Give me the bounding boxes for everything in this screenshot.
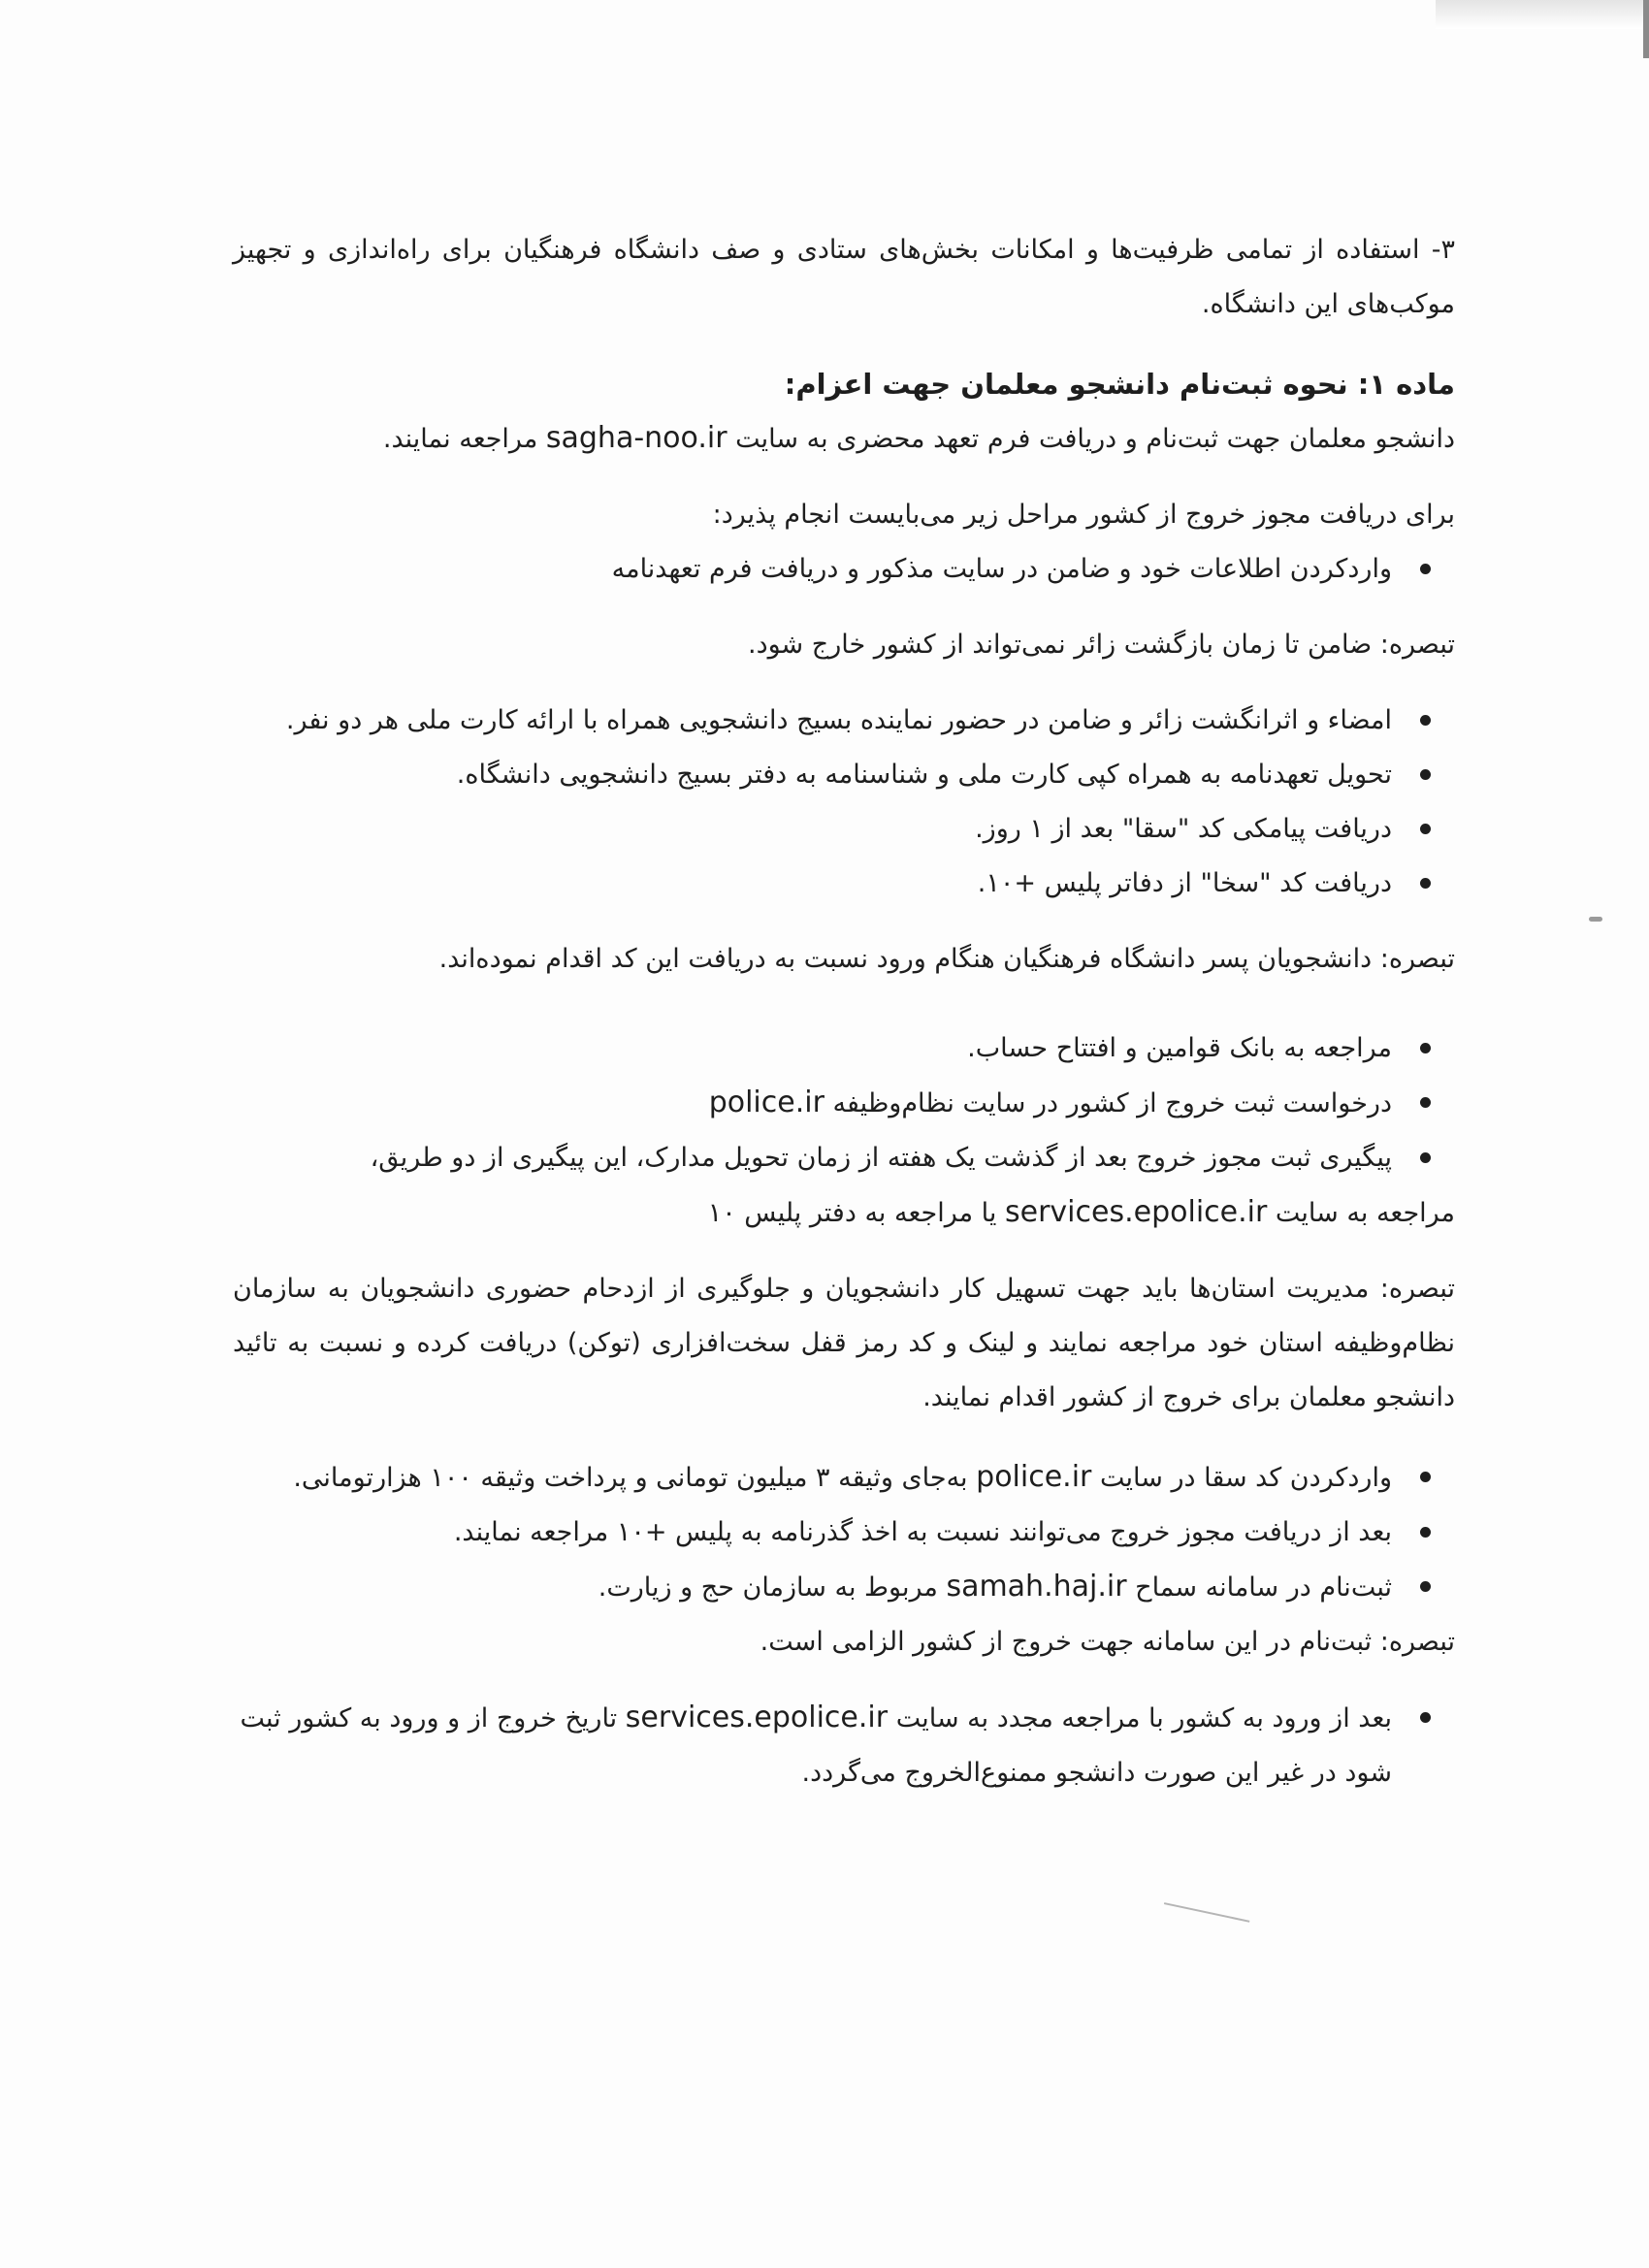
list-item bbox=[233, 748, 1431, 802]
note-samah: تبصره: ثبت‌نام در این سامانه جهت خروج از کشور الزامی است. bbox=[760, 1627, 1455, 1657]
registration-text-after: مراجعه نمایند. bbox=[382, 424, 538, 454]
police-site-link[interactable]: police.ir bbox=[976, 1460, 1092, 1494]
bullet-icon bbox=[1420, 1043, 1431, 1053]
scan-corner-shadow bbox=[1436, 0, 1649, 29]
list-item bbox=[233, 542, 1431, 597]
note-male-students: تبصره: دانشجویان پسر دانشگاه فرهنگیان هنگام ورود نسبت به دریافت این کد اقدام نموده‌اند. bbox=[438, 944, 1455, 974]
bullet-icon bbox=[1420, 1712, 1431, 1723]
list-item-text: ثبت‌نام در سامانه سماح bbox=[1135, 1572, 1392, 1603]
bullet-icon bbox=[1420, 1527, 1431, 1538]
scan-smudge bbox=[1589, 917, 1602, 922]
bullet-icon bbox=[1420, 824, 1431, 834]
list-item bbox=[233, 1131, 1431, 1185]
list-item-text: واردکردن کد سقا در سایت bbox=[1099, 1463, 1392, 1493]
bullet-icon bbox=[1420, 1152, 1431, 1163]
list-item-text: دریافت کد "سخا" از دفاتر پلیس +۱۰. bbox=[977, 868, 1392, 898]
steps-group-4 bbox=[233, 1691, 1455, 1800]
list-item bbox=[233, 802, 1431, 857]
list-item bbox=[233, 1021, 1431, 1076]
bullet-icon bbox=[1420, 769, 1431, 780]
police-site-link[interactable]: police.ir bbox=[708, 1085, 824, 1119]
registration-site-link[interactable]: sagha-noo.ir bbox=[545, 421, 728, 455]
followup-text-after: یا مراجعه به دفتر پلیس ۱۰ bbox=[707, 1198, 997, 1228]
list-item-text: مربوط به سازمان حج و زیارت. bbox=[598, 1572, 938, 1603]
pen-mark bbox=[1156, 1902, 1250, 1960]
bullet-icon bbox=[1420, 1097, 1431, 1108]
list-item-text: امضاء و اثرانگشت زائر و ضامن در حضور نماینده بسیج دانشجویی همراه با ارائه کارت ملی هر دو نفر. bbox=[285, 705, 1392, 735]
bullet-list-enter-info bbox=[233, 542, 1455, 597]
note-guarantor: تبصره: ضامن تا زمان بازگشت زائر نمی‌تواند از کشور خارج شود. bbox=[748, 630, 1455, 660]
list-item-text: مراجعه به بانک قوامین و افتتاح حساب. bbox=[967, 1033, 1392, 1063]
samah-site-link[interactable]: samah.haj.ir bbox=[946, 1570, 1127, 1604]
steps-group-1 bbox=[233, 694, 1455, 911]
followup-text-before: مراجعه به سایت bbox=[1275, 1198, 1455, 1228]
steps-group-3 bbox=[233, 1450, 1455, 1615]
list-item-text: بعد از دریافت مجوز خروج می‌توانند نسبت به اخذ گذرنامه به پلیس +۱۰ مراجعه نمایند. bbox=[453, 1517, 1392, 1547]
list-item bbox=[233, 1560, 1431, 1615]
list-item bbox=[233, 1506, 1431, 1560]
list-item bbox=[233, 857, 1431, 911]
list-item bbox=[233, 1076, 1431, 1131]
registration-instruction bbox=[233, 411, 1455, 467]
list-item-text: بعد از ورود به کشور با مراجعه مجدد به سایت bbox=[895, 1703, 1392, 1733]
scan-edge-mark bbox=[1643, 0, 1649, 58]
bullet-icon bbox=[1420, 878, 1431, 889]
list-item-text: به‌جای وثیقه ۳ میلیون تومانی و پرداخت وثیقه ۱۰۰ هزارتومانی. bbox=[293, 1463, 968, 1493]
list-item-text: تاریخ خروج از و ورود به کشور ثبت شود در غیر این صورت دانشجو ممنوع‌الخروج می‌گردد. bbox=[240, 1703, 1392, 1788]
steps-group-2 bbox=[233, 1021, 1455, 1185]
bullet-icon bbox=[1420, 1472, 1431, 1482]
bullet-icon bbox=[1420, 715, 1431, 726]
exit-permit-intro: برای دریافت مجوز خروج از کشور مراحل زیر می‌بایست انجام پذیرد: bbox=[712, 500, 1455, 530]
registration-text-before: دانشجو معلمان جهت ثبت‌نام و دریافت فرم تعهد محضری به سایت bbox=[735, 424, 1455, 454]
list-item bbox=[233, 1450, 1431, 1506]
document-body bbox=[233, 223, 1455, 1800]
list-item-text: پیگیری ثبت مجوز خروج بعد از گذشت یک هفته از زمان تحویل مدارک، این پیگیری از دو طریق، bbox=[370, 1143, 1392, 1173]
bullet-icon bbox=[1420, 564, 1431, 574]
list-item-text: تحویل تعهدنامه به همراه کپی کارت ملی و شناسنامه به دفتر بسیج دانشجویی دانشگاه. bbox=[456, 760, 1392, 790]
note-provinces: تبصره: مدیریت استان‌ها باید جهت تسهیل کار دانشجویان و جلوگیری از ازدحام حضوری دانشجویان به سازمان نظام‌وظیفه استان خود مراجعه نمایند و لینک و کد رمز قفل سخت‌افزاری (توکن) دریافت کرده و نسبت به تائید دانشجو معلمان برای خروج از کشور اقدام نمایند. bbox=[233, 1274, 1455, 1412]
list-item-text: درخواست ثبت خروج از کشور در سایت نظام‌وظیفه bbox=[832, 1088, 1392, 1118]
list-item-text: واردکردن اطلاعات خود و ضامن در سایت مذکور و دریافت فرم تعهدنامه bbox=[611, 554, 1392, 584]
bullet-icon bbox=[1420, 1581, 1431, 1592]
intro-item-3: ۳- استفاده از تمامی ظرفیت‌ها و امکانات بخش‌های ستادی و صف دانشگاه فرهنگیان برای راه‌اندازی و تجهیز موکب‌های این دانشگاه. bbox=[233, 235, 1455, 319]
article-1-heading: ماده ۱: نحوه ثبت‌نام دانشجو معلمان جهت اعزام: bbox=[784, 368, 1455, 401]
followup-continuation bbox=[233, 1185, 1455, 1241]
list-item-text: دریافت پیامکی کد "سقا" بعد از ۱ روز. bbox=[975, 814, 1392, 844]
epolice-site-link[interactable]: services.epolice.ir bbox=[625, 1701, 889, 1734]
list-item bbox=[233, 1691, 1431, 1800]
epolice-site-link[interactable]: services.epolice.ir bbox=[1005, 1195, 1268, 1229]
list-item bbox=[233, 694, 1431, 748]
